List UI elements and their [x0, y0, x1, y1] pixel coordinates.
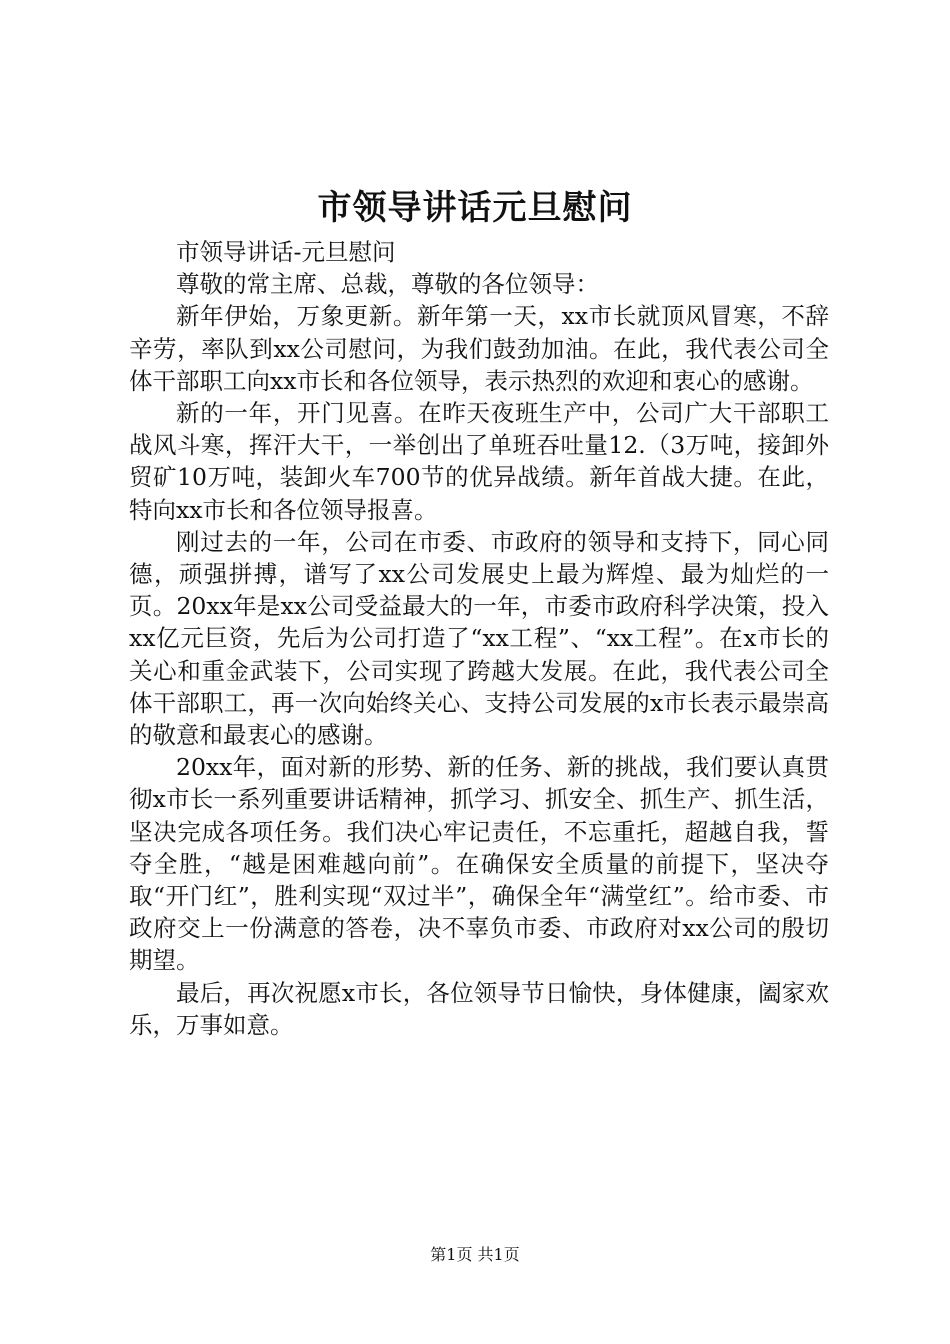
- page-number-footer: 第1页 共1页: [430, 1245, 520, 1264]
- paragraph-closing: 最后，再次祝愿x市长，各位领导节日愉快，身体健康，阖家欢乐，万事如意。: [129, 978, 829, 1039]
- paragraph-4: 20xx年，面对新的形势、新的任务、新的挑战，我们要认真贯彻x市长一系列重要讲话精神，抓学习、抓安全、抓生产、抓生活，坚决完成各项任务。我们决心牢记责任，不忘重托，超越自我，誓夺全胜，“越是困难越向前”。在确保安全质量的前提下，坚决夺取“开门红”，胜利实现“双过半”，确保全年“满堂红”。给市委、市政府交上一份满意的答卷，决不辜负市委、市政府对xx公司的殷切期望。: [129, 753, 829, 975]
- document-title: 市领导讲话元旦慰问: [317, 188, 633, 228]
- paragraph-salutation: 尊敬的常主席、总裁，尊敬的各位领导：: [176, 270, 599, 299]
- paragraph-subtitle: 市领导讲话-元旦慰问: [176, 238, 396, 266]
- paragraph-2: 新的一年，开门见喜。在昨天夜班生产中，公司广大干部职工战风斗寒，挥汗大干，一举创出了单班吞吐量12.（3万吨，接卸外贸矿10万吨，装卸火车700节的优异战绩。新年首战大捷。在此，特向xx市长和各位领导报喜。: [129, 399, 829, 524]
- document-body: [129, 236, 829, 1041]
- paragraph-1: 新年伊始，万象更新。新年第一天，xx市长就顶风冒寒，不辞辛劳，率队到xx公司慰问，为我们鼓劲加油。在此，我代表公司全体干部职工向xx市长和各位领导，表示热烈的欢迎和衷心的感谢。: [129, 302, 829, 395]
- paragraph-3: 刚过去的一年，公司在市委、市政府的领导和支持下，同心同德，顽强拼搏，谱写了xx公司发展史上最为辉煌、最为灿烂的一页。20xx年是xx公司受益最大的一年，市委市政府科学决策，投入xx亿元巨资，先后为公司打造了“xx工程”、“xx工程”。在x市长的关心和重金武装下，公司实现了跨越大发展。在此，我代表公司全体干部职工，再一次向始终关心、支持公司发展的x市长表示最崇高的敬意和最衷心的感谢。: [129, 527, 829, 750]
